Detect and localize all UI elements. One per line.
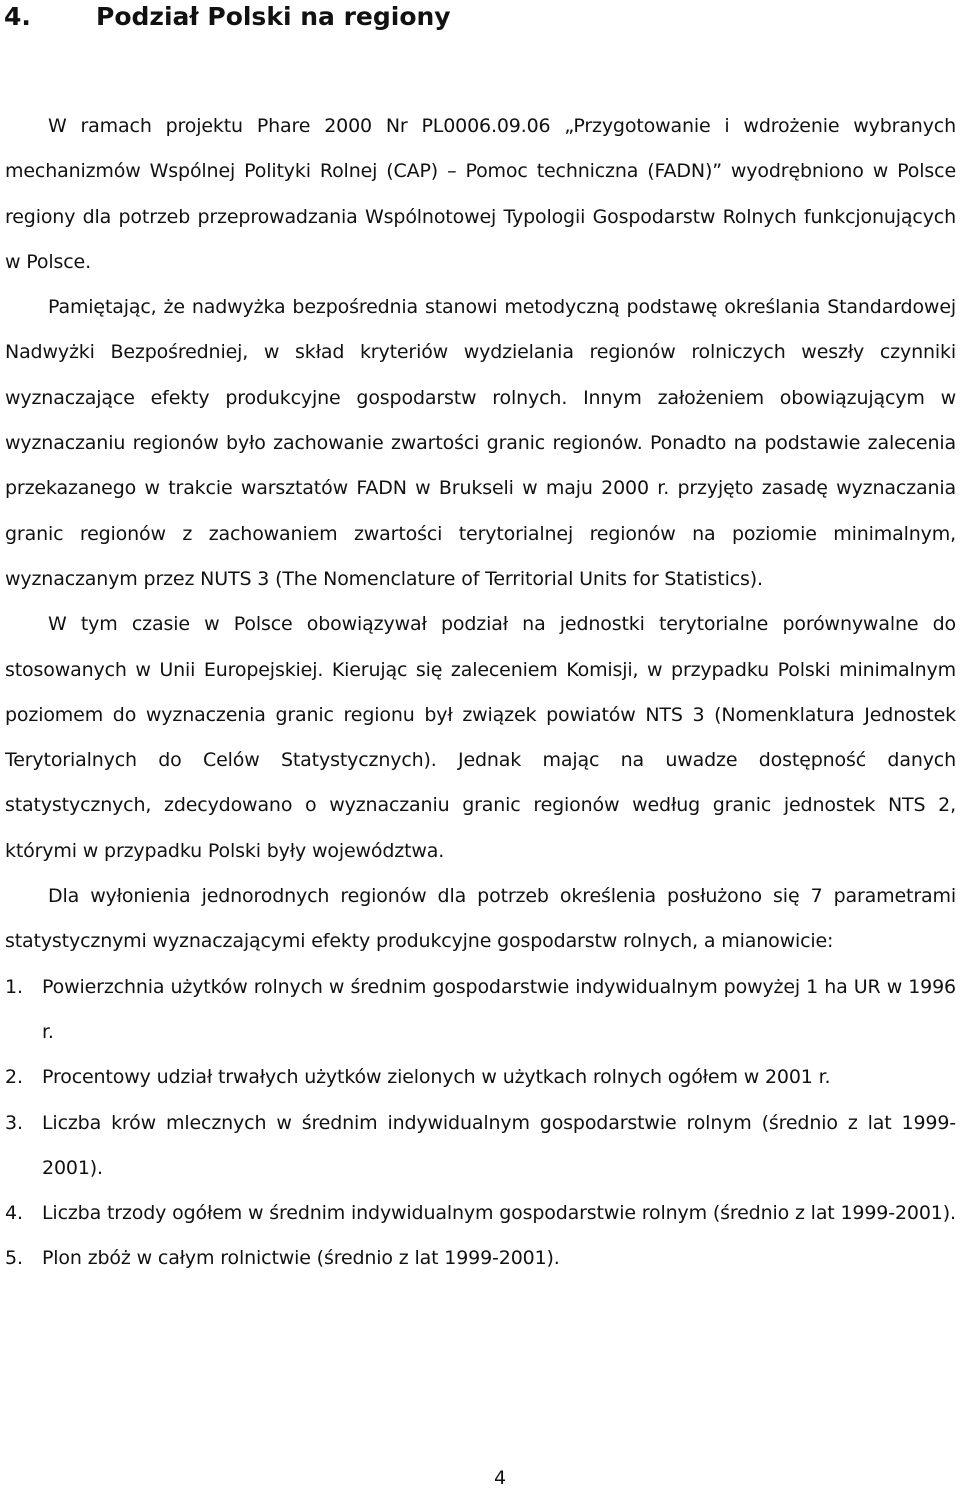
list-marker: 4. (5, 1202, 23, 1225)
paragraph: Dla wyłonienia jednorodnych regionów dla potrzeb określenia posłużono się 7 parametrami statystycznymi wyznaczającymi efekty produkcyjne gospodarstw rolnych, a mianowicie: (5, 885, 956, 953)
list-item (5, 1101, 956, 1192)
paragraph: W ramach projektu Phare 2000 Nr PL0006.09.06 „Przygotowanie i wdrożenie wybranych mechanizmów Wspólnej Polityki Rolnej (CAP) – Pomoc techniczna (FADN)” wyodrębniono w Polsce regiony dla potrzeb przeprowadzania Wspólnotowej Typologii Gospodarstw Rolnych funkcjonujących w Polsce. (5, 115, 956, 273)
list-marker: 3. (5, 1111, 23, 1134)
list-marker: 1. (5, 975, 23, 998)
list-item (5, 1236, 956, 1281)
section-title: Podział Polski na regiony (96, 2, 451, 31)
list-marker: 5. (5, 1247, 23, 1270)
list-item-text: Powierzchnia użytków rolnych w średnim gospodarstwie indywidualnym powyżej 1 ha UR w 1996 r. (42, 975, 956, 1043)
page-number: 4 (493, 1467, 507, 1489)
list-item-text: Plon zbóż w całym rolnictwie (średnio z lat 1999-2001). (42, 1247, 560, 1270)
paragraph: Pamiętając, że nadwyżka bezpośrednia stanowi metodyczną podstawę określania Standardowej Nadwyżki Bezpośredniej, w skład kryteriów wydzielania regionów rolniczych weszły czynniki wyznaczające efekty produkcyjne gospodarstw rolnych. Innym założeniem obowiązującym w wyznaczaniu regionów było zachowanie zwartości granic regionów. Ponadto na podstawie zalecenia przekazanego w trakcie warsztatów FADN w Brukseli w maju 2000 r. przyjęto zasadę wyznaczania granic regionów z zachowaniem zwartości terytorialnej regionów na poziomie minimalnym, wyznaczanym przez NUTS 3 (The Nomenclature of Territorial Units for Statistics). (5, 296, 956, 590)
section-number: 4. (4, 2, 31, 31)
section-heading (4, 0, 944, 34)
parameter-list (5, 965, 956, 1282)
list-item (5, 1191, 956, 1236)
list-marker: 2. (5, 1066, 23, 1089)
list-item-text: Liczba krów mlecznych w średnim indywidualnym gospodarstwie rolnym (średnio z lat 1999-2001). (42, 1111, 956, 1179)
body-text (5, 104, 956, 1282)
list-item (5, 1055, 956, 1100)
list-item (5, 965, 956, 1056)
list-item-text: Procentowy udział trwałych użytków zielonych w użytkach rolnych ogółem w 2001 r. (42, 1066, 831, 1089)
paragraph: W tym czasie w Polsce obowiązywał podział na jednostki terytorialne porównywalne do stosowanych w Unii Europejskiej. Kierując się zaleceniem Komisji, w przypadku Polski minimalnym poziomem do wyznaczenia granic regionu był związek powiatów NTS 3 (Nomenklatura Jednostek Terytorialnych do Celów Statystycznych). Jednak mając na uwadze dostępność danych statystycznych, zdecydowano o wyznaczaniu granic regionów według granic jednostek NTS 2, którymi w przypadku Polski były województwa. (5, 613, 956, 862)
list-item-text: Liczba trzody ogółem w średnim indywidualnym gospodarstwie rolnym (średnio z lat 1999-2001). (42, 1202, 956, 1225)
